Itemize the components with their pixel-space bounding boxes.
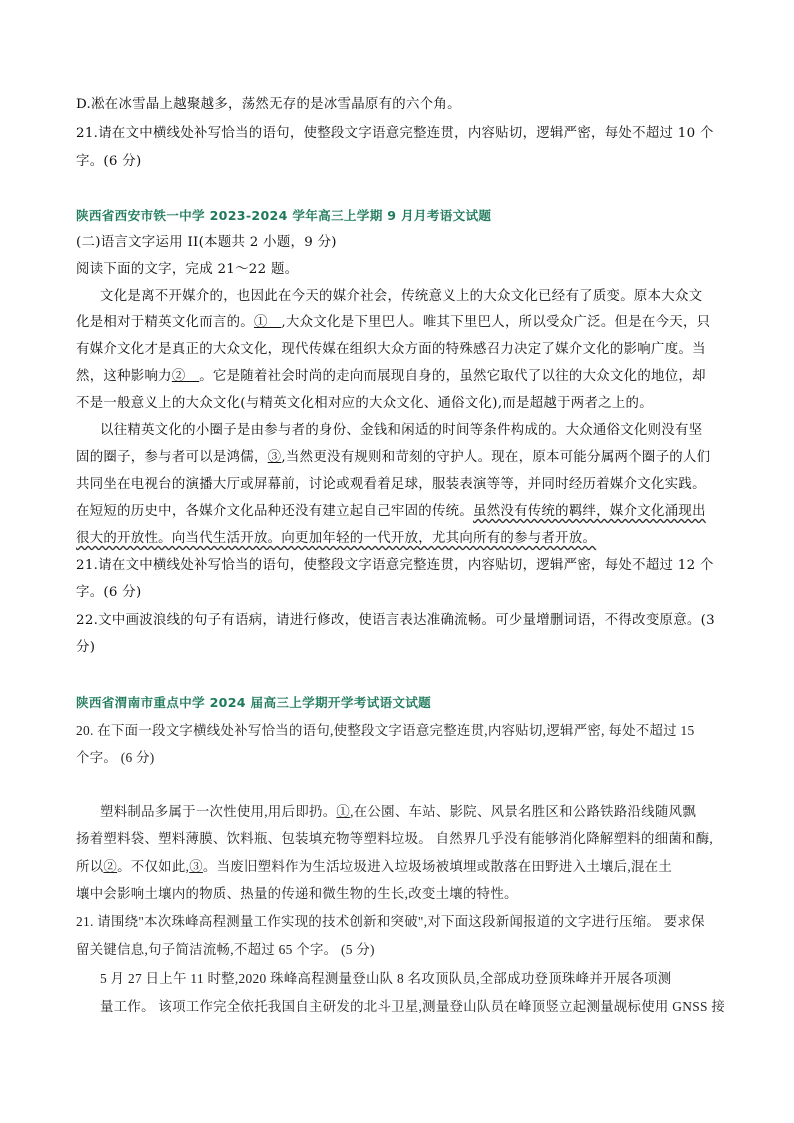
question-22-line1: 22.文中画波浪线的句子有语病，请进行修改，使语言表达准确流畅。可少量增删词语，不得改变原意。(3 — [76, 613, 715, 628]
passage-line: 壤中会影响土壤内的物质、热量的传递和微生物的生长,改变土壤的特性。 — [76, 886, 518, 901]
news-line: 量工作。 该项工作完全依托我国自主研发的北斗卫星,测量登山队员在峰顶竖立起测量觇标使用 GNSS 接 — [100, 999, 726, 1014]
passage-line: 有媒介文化才是真正的大众文化，现代传媒在组织大众方面的特殊感召力决定了媒介文化的影响广度。当 — [76, 342, 706, 357]
question-21-line2: 留关键信息,句子简洁流畅,不超过 65 个字。 (5 分) — [76, 942, 375, 957]
passage-line: 在短短的历史中，各媒介文化品种还没有建立起自己牢固的传统。虽然没有传统的羁绊，媒介文化涌现出 — [76, 504, 706, 519]
section-heading-xian: 陕西省西安市铁一中学 2023-2024 学年高三上学期 9 月月考语文试题 — [76, 208, 492, 223]
wavy-sentence: 虽然没有传统的羁绊，媒介文化涌现出 — [473, 504, 706, 519]
passage-line: 扬着塑料袋、塑料薄膜、饮料瓶、包装填充物等塑料垃圾。 自然界几乎没有能够消化降解塑料的细菌和酶, — [76, 831, 714, 846]
question-21-line1: 21.请在文中横线处补写恰当的语句，使整段文字语意完整连贯，内容贴切，逻辑严密，每处不超过 12 个 — [76, 558, 714, 573]
question-20-line1: 20. 在下面一段文字横线处补写恰当的语句,使整段文字语意完整连贯,内容贴切,逻辑严密, 每处不超过 15 — [76, 723, 695, 738]
passage-line: 塑料制品多属于一次性使用,用后即扔。①,在公園、车站、影院、风景名胜区和公路铁路沿线随风飘 — [100, 804, 697, 819]
question-20-line2: 个字。 (6 分) — [76, 750, 155, 765]
passage-line: 文化是离不开媒介的，也因此在今天的媒介社会，传统意义上的大众文化已经有了质变。原本大众文 — [100, 289, 703, 304]
subsection-title: (二)语言文字运用 II(本题共 2 小题，9 分) — [76, 235, 337, 250]
blank-3: ③ — [189, 859, 203, 874]
blank-2: ② — [103, 859, 118, 874]
question-22-line2: 分) — [76, 640, 96, 655]
passage-line: 以往精英文化的小圈子是由参与者的身份、金钱和闲适的时间等条件构成的。大众通俗文化则没有坚 — [100, 423, 703, 438]
passage-line: 不是一般意义上的大众文化(与精英文化相对应的大众文化、通俗文化),而是超越于两者之上的。 — [76, 396, 653, 411]
wavy-sentence: 很大的开放性。向当代生活开放。向更加年轻的一代开放，尤其向所有的参与者开放。 — [76, 531, 597, 546]
question-21-line1: 21.请在文中横线处补写恰当的语句，使整段文字语意完整连贯，内容贴切，逻辑严密，每处不超过 10 个 — [76, 126, 714, 141]
instruction: 阅读下面的文字，完成 21～22 题。 — [76, 262, 299, 277]
blank-2: ② — [171, 369, 200, 384]
question-21-line2: 字。(6 分) — [76, 585, 142, 600]
passage-line: 然，这种影响力② 。它是随着社会时尚的走向而展现自身的，虽然它取代了以往的大众文化的地位，却 — [76, 369, 706, 384]
passage-line: 所以②。不仅如此,③。当废旧塑料作为生活垃圾进入垃圾场被填埋或散落在田野进入土壤后,混在土 — [76, 859, 673, 874]
section-heading-weinan: 陕西省渭南市重点中学 2024 届高三上学期开学考试语文试题 — [76, 695, 432, 710]
option-d: D.凇在冰雪晶上越聚越多，荡然无存的是冰雪晶原有的六个角。 — [76, 97, 461, 112]
passage-line — [76, 530, 726, 548]
blank-1: ① — [253, 315, 282, 330]
question-21-line1: 21. 请围绕"本次珠峰高程测量工作实现的技术创新和突破",对下面这段新闻报道的文字进行压缩。 要求保 — [76, 914, 705, 929]
passage-line: 固的圈子，参与者可以是鸿儒，③,当然更没有规则和苛刻的守护人。现在，原本可能分属两个圈子的人们 — [76, 450, 711, 465]
passage-line: 共同坐在电视台的演播大厅或屏幕前，讨论或观看着足球，服装表演等等，并同时经历着媒介文化实践。 — [76, 477, 706, 492]
blank-1: ① — [336, 804, 351, 819]
question-21-line2: 字。(6 分) — [76, 154, 142, 169]
blank-3: ③ — [267, 450, 282, 465]
news-line: 5 月 27 日上午 11 时整,2020 珠峰高程测量登山队 8 名攻顶队员,全部成功登顶珠峰并开展各项测 — [100, 971, 672, 986]
passage-line: 化是相对于精英文化而言的。① ,大众文化是下里巴人。唯其下里巴人，所以受众广泛。但是在今天，只 — [76, 315, 711, 330]
